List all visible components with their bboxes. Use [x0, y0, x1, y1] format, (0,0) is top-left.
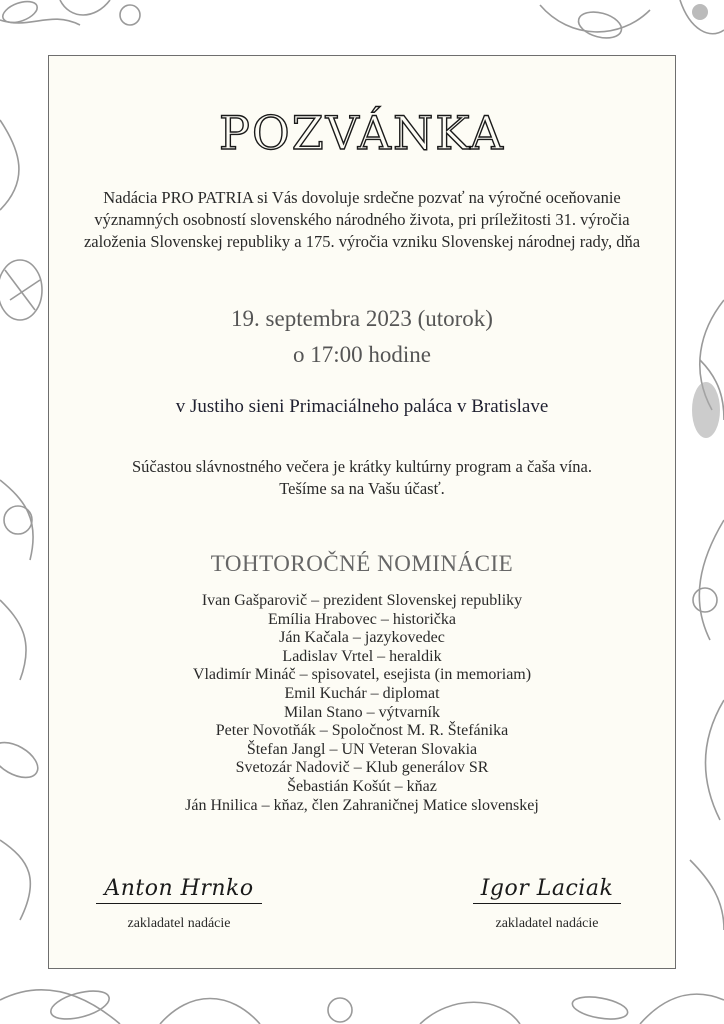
program-line: Súčastou slávnostného večera je krátky kultúrny program a čaša vína. — [131, 457, 593, 476]
signature-right — [447, 876, 647, 932]
signature-role: zakladatel nadácie — [495, 916, 599, 931]
signature-role: zakladatel nadácie — [127, 916, 231, 931]
nominee-item: Emília Hrabovec – historička — [268, 610, 456, 628]
nominee-item: Ivan Gašparovič – prezident Slovenskej republiky — [201, 592, 523, 609]
nominees-list — [49, 592, 675, 815]
nominee-item: Vladimír Mináč – spisovatel, esejista (in memoriam) — [192, 666, 532, 684]
nominee-item: Peter Novotňák – Spoločnost M. R. Štefánika — [215, 722, 509, 740]
nominee-item: Milan Stano – výtvarník — [284, 703, 440, 721]
nominee-item: Štefan Jangl – UN Veteran Slovakia — [246, 740, 478, 758]
program-paragraph — [69, 456, 655, 500]
nominee-item: Ladislav Vrtel – heraldik — [282, 647, 442, 665]
nominee-item: Svetozár Nadovič – Klub generálov SR — [235, 759, 489, 777]
invitation-card — [48, 55, 676, 969]
signature-left — [79, 876, 279, 932]
nominee-item: Ján Hnilica – kňaz, člen Zahraničnej Matice slovenskej — [185, 796, 539, 814]
nominations-heading: TOHTOROČNÉ NOMINÁCIE — [210, 551, 514, 576]
event-time: o 17:00 hodine — [293, 342, 431, 367]
intro-paragraph: Nadácia PRO PATRIA si Vás dovoluje srdečne pozvať na výročné oceňovanie významných osobností slovenského národného života, pri príležitosti 31. výročia založenia Slovenskej republiky a 175. výročia vzniku Slovenskej národnej rady, dňa — [83, 188, 641, 251]
event-date: 19. septembra 2023 (utorok) — [231, 306, 493, 331]
program-line: Tešíme sa na Vašu účasť. — [279, 479, 445, 498]
signature-name: Igor Laciak — [473, 876, 622, 904]
nominee-item: Šebastián Košút – kňaz — [287, 777, 437, 795]
event-venue: v Justiho sieni Primaciálneho paláca v Bratislave — [175, 396, 549, 417]
nominee-item: Emil Kuchár – diplomat — [284, 684, 440, 702]
signature-name: Anton Hrnko — [96, 876, 261, 904]
invitation-title: POZVÁNKA — [219, 106, 505, 160]
nominee-item: Ján Kačala – jazykovedec — [279, 629, 445, 647]
